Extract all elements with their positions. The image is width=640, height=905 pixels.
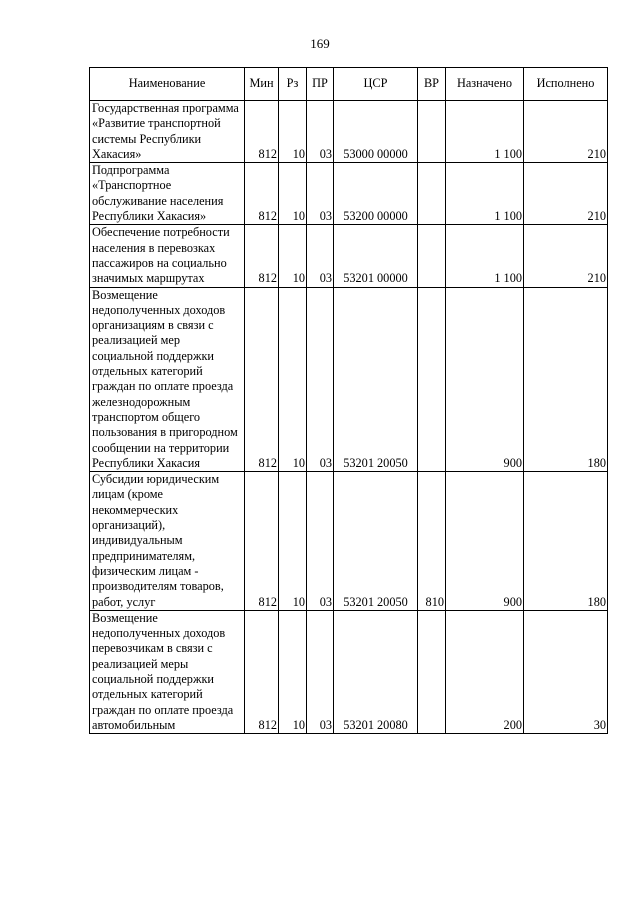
row-assigned: 900 <box>446 472 524 611</box>
row-vr <box>418 287 446 472</box>
table-row <box>90 472 608 611</box>
row-assigned: 900 <box>446 287 524 472</box>
row-vr <box>418 225 446 287</box>
row-csr: 53201 20050 <box>334 472 418 611</box>
row-csr: 53201 00000 <box>334 225 418 287</box>
row-vr: 810 <box>418 472 446 611</box>
table-row <box>90 163 608 225</box>
row-vr <box>418 163 446 225</box>
row-assigned: 1 100 <box>446 163 524 225</box>
row-csr: 53000 00000 <box>334 101 418 163</box>
row-rz: 10 <box>279 287 307 472</box>
header-pr: ПР <box>307 68 334 101</box>
row-executed: 210 <box>524 163 608 225</box>
row-assigned: 1 100 <box>446 101 524 163</box>
row-vr <box>418 610 446 733</box>
table-row <box>90 287 608 472</box>
row-min: 812 <box>245 225 279 287</box>
row-name: Возмещение недополученных доходов перевозчикам в связи с реализацией меры социальной поддержки отдельных категорий граждан по оплате проезда автомобильным <box>90 610 245 733</box>
row-executed: 210 <box>524 101 608 163</box>
row-assigned: 1 100 <box>446 225 524 287</box>
row-pr: 03 <box>307 163 334 225</box>
header-executed: Исполнено <box>524 68 608 101</box>
row-rz: 10 <box>279 163 307 225</box>
row-executed: 210 <box>524 225 608 287</box>
header-assigned: Назначено <box>446 68 524 101</box>
row-rz: 10 <box>279 472 307 611</box>
table-row <box>90 101 608 163</box>
row-csr: 53200 00000 <box>334 163 418 225</box>
row-pr: 03 <box>307 225 334 287</box>
row-pr: 03 <box>307 101 334 163</box>
budget-table <box>89 67 608 734</box>
row-executed: 180 <box>524 472 608 611</box>
row-name: Субсидии юридическим лицам (кроме некоммерческих организаций), индивидуальным предпринимателям, физическим лицам - производителям товаров, работ, услуг <box>90 472 245 611</box>
row-vr <box>418 101 446 163</box>
row-min: 812 <box>245 101 279 163</box>
row-executed: 180 <box>524 287 608 472</box>
header-rz: Рз <box>279 68 307 101</box>
row-name: Подпрограмма «Транспортное обслуживание населения Республики Хакасия» <box>90 163 245 225</box>
table-row <box>90 225 608 287</box>
row-executed: 30 <box>524 610 608 733</box>
table-row <box>90 610 608 733</box>
row-rz: 10 <box>279 101 307 163</box>
row-name: Государственная программа «Развитие транспортной системы Республики Хакасия» <box>90 101 245 163</box>
row-min: 812 <box>245 163 279 225</box>
row-csr: 53201 20050 <box>334 287 418 472</box>
row-rz: 10 <box>279 225 307 287</box>
row-min: 812 <box>245 287 279 472</box>
row-name: Возмещение недополученных доходов организациям в связи с реализацией мер социальной поддержки отдельных категорий граждан по оплате проезда железнодорожным транспортом общего пользования в пригородном сообщении на территории Республики Хакасия <box>90 287 245 472</box>
row-name: Обеспечение потребности населения в перевозках пассажиров на социально значимых маршрутах <box>90 225 245 287</box>
header-csr: ЦСР <box>334 68 418 101</box>
row-min: 812 <box>245 610 279 733</box>
header-name: Наименование <box>90 68 245 101</box>
row-pr: 03 <box>307 287 334 472</box>
page-number: 169 <box>310 36 330 51</box>
row-csr: 53201 20080 <box>334 610 418 733</box>
row-pr: 03 <box>307 472 334 611</box>
header-vr: ВР <box>418 68 446 101</box>
row-pr: 03 <box>307 610 334 733</box>
row-assigned: 200 <box>446 610 524 733</box>
row-rz: 10 <box>279 610 307 733</box>
row-min: 812 <box>245 472 279 611</box>
header-min: Мин <box>245 68 279 101</box>
table-header-row <box>90 68 608 101</box>
